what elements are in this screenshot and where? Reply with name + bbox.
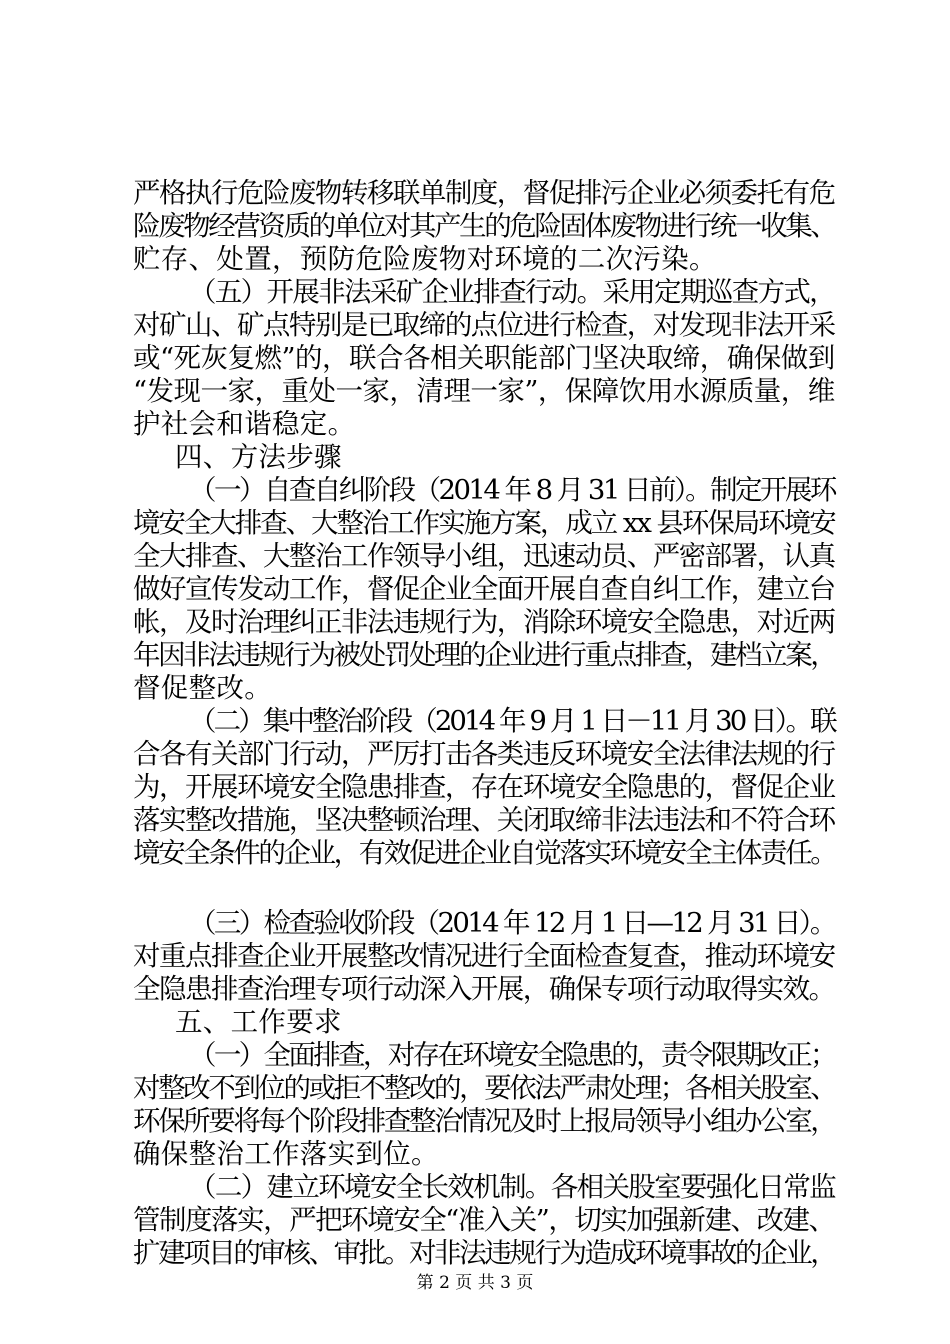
text-line: 对矿山、矿点特别是已取缔的点位进行检查，对发现非法开采 xyxy=(133,309,835,341)
section-heading: 四、方法步骤 xyxy=(175,441,342,473)
text-line: 贮存、处置，预防危险废物对环境的二次污染。 xyxy=(133,243,717,275)
text-line: 确保整治工作落实到位。 xyxy=(133,1138,439,1170)
page-number-footer: 第 2 页 共 3 页 xyxy=(416,1273,534,1293)
text-line: “发现一家，重处一家，清理一家”，保障饮用水源质量，维 xyxy=(133,375,835,407)
text-line: 境安全大排查、大整治工作实施方案，成立 xx 县环保局环境安 xyxy=(133,507,835,539)
text-line: 对重点排查企业开展整改情况进行全面检查复查，推动环境安 xyxy=(133,940,835,972)
text-line: （二）建立环境安全长效机制。各相关股室要强化日常监 xyxy=(189,1171,835,1203)
text-line: 环保所要将每个阶段排查整治情况及时上报局领导小组办公室， xyxy=(133,1105,836,1137)
text-line: 扩建项目的审核、审批。对非法违规行为造成环境事故的企业， xyxy=(133,1237,836,1269)
text-line: （一）自查自纠阶段（2014 年 8 月 31 日前）。制定开展环 xyxy=(189,474,835,506)
text-line: 年因非法违规行为被处罚处理的企业进行重点排查，建档立案， xyxy=(133,639,836,671)
text-line: 合各有关部门行动，严厉打击各类违反环境安全法律法规的行 xyxy=(133,738,835,770)
text-line: 全隐患排查治理专项行动深入开展，确保专项行动取得实效。 xyxy=(133,973,835,1005)
text-line: 帐，及时治理纠正非法违规行为，消除环境安全隐患，对近两 xyxy=(133,606,835,638)
text-line: 管制度落实，严把环境安全“准入关”，切实加强新建、改建、 xyxy=(133,1204,835,1236)
text-line: 落实整改措施，坚决整顿治理、关闭取缔非法违法和不符合环 xyxy=(133,804,835,836)
text-line: 严格执行危险废物转移联单制度，督促排污企业必须委托有危 xyxy=(133,177,835,209)
text-line: 为，开展环境安全隐患排查，存在环境安全隐患的，督促企业 xyxy=(133,771,835,803)
text-line: （三）检查验收阶段（2014 年 12 月 1 日—12 月 31 日）。 xyxy=(189,907,835,939)
text-line: 做好宣传发动工作，督促企业全面开展自查自纠工作，建立台 xyxy=(133,573,835,605)
text-line: 对整改不到位的或拒不整改的，要依法严肃处理；各相关股室、 xyxy=(133,1072,836,1104)
section-heading: 五、工作要求 xyxy=(175,1006,342,1038)
text-line: 境安全条件的企业，有效促进企业自觉落实环境安全主体责任。 xyxy=(133,837,836,869)
text-line: 督促整改。 xyxy=(133,672,272,704)
text-line: 护社会和谐稳定。 xyxy=(133,408,356,440)
text-line: （一）全面排查，对存在环境安全隐患的，责令限期改正； xyxy=(189,1039,835,1071)
text-line: （二）集中整治阶段（2014 年 9 月 1 日－11 月 30 日）。联 xyxy=(189,705,835,737)
text-line: 全大排查、大整治工作领导小组，迅速动员、严密部署，认真 xyxy=(133,540,835,572)
text-line: （五）开展非法采矿企业排查行动。采用定期巡查方式， xyxy=(189,276,835,308)
text-line: 或“死灰复燃”的，联合各相关职能部门坚决取缔，确保做到 xyxy=(133,342,835,374)
text-line: 险废物经营资质的单位对其产生的危险固体废物进行统一收集、 xyxy=(133,210,836,242)
